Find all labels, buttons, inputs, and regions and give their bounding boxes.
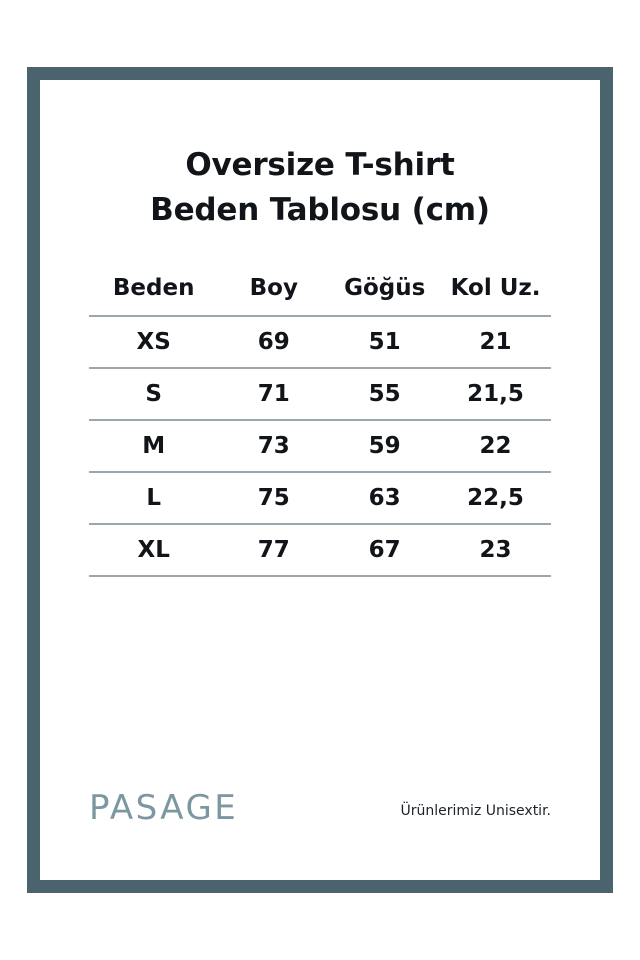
decorative-frame xyxy=(27,67,613,893)
title-line-2: Beden Tablosu (cm) xyxy=(150,192,490,228)
title-line-1: Oversize T-shirt xyxy=(185,147,455,183)
cell-size: XS xyxy=(89,316,218,368)
cell-boy: 71 xyxy=(218,368,329,420)
cell-kol-uz: 21 xyxy=(440,316,551,368)
chart-content xyxy=(55,95,585,865)
table-header-row xyxy=(89,269,551,316)
cell-gogus: 51 xyxy=(329,316,440,368)
table-row xyxy=(89,420,551,472)
table-row xyxy=(89,316,551,368)
column-header-boy: Boy xyxy=(218,269,329,316)
cell-boy: 69 xyxy=(218,316,329,368)
cell-kol-uz: 21,5 xyxy=(440,368,551,420)
cell-gogus: 67 xyxy=(329,524,440,576)
brand-logo: PASAGE xyxy=(89,788,239,828)
column-header-beden: Beden xyxy=(89,269,218,316)
table-row xyxy=(89,368,551,420)
cell-kol-uz: 22,5 xyxy=(440,472,551,524)
cell-kol-uz: 22 xyxy=(440,420,551,472)
unisex-note: Ürünlerimiz Unisextir. xyxy=(400,803,551,819)
cell-size: M xyxy=(89,420,218,472)
cell-gogus: 63 xyxy=(329,472,440,524)
size-table xyxy=(89,269,551,577)
table-row xyxy=(89,472,551,524)
cell-boy: 77 xyxy=(218,524,329,576)
cell-gogus: 55 xyxy=(329,368,440,420)
column-header-kol-uz: Kol Uz. xyxy=(440,269,551,316)
cell-boy: 75 xyxy=(218,472,329,524)
cell-size: S xyxy=(89,368,218,420)
cell-gogus: 59 xyxy=(329,420,440,472)
cell-kol-uz: 23 xyxy=(440,524,551,576)
page-title xyxy=(89,143,551,233)
cell-boy: 73 xyxy=(218,420,329,472)
cell-size: XL xyxy=(89,524,218,576)
footer xyxy=(89,788,551,839)
cell-size: L xyxy=(89,472,218,524)
column-header-gogus: Göğüs xyxy=(329,269,440,316)
table-row xyxy=(89,524,551,576)
